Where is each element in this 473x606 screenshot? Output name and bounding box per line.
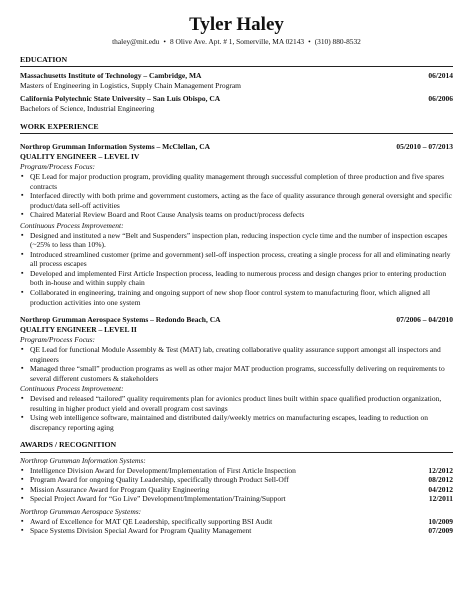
bullet-item: ▪ Using web intelligence software, maintained and distributed daily/weekly metrics on manufacturing escapes, leading to reduction on discrepancy reporting aging [30,413,453,432]
award-item [20,485,453,495]
award-text: ▪ Award of Excellence for MAT QE Leadership, specifically supporting BSI Audit [20,517,272,527]
bullet-list [20,345,453,383]
award-item [20,526,453,536]
candidate-name: Tyler Haley [189,14,284,35]
bullet-item: ▪ Managed three “small” production programs as well as other major MAT production programs, successfully delivering on requirements to several different customers & stakeholders [30,364,453,383]
bullet-item: ▪ QE Lead for functional Module Assembly & Test (MAT) lab, creating collaborative quality assurance support amongst all inspectors and engineers [30,345,453,364]
award-text: ▪ Space Systems Division Special Award for Program Quality Management [20,526,251,536]
degree: Bachelors of Science, Industrial Engineering [20,103,155,113]
award-item [20,517,453,527]
award-item [20,466,453,476]
group-label: Continuous Process Improvement: [20,384,124,394]
group-label: Program/Process Focus: [20,162,96,172]
job-dates: 05/2010 – 07/2013 [396,142,453,152]
job-dates: 07/2006 – 04/2010 [396,315,453,325]
award-text: ▪ Mission Assurance Award for Program Quality Engineering [20,485,209,495]
graduation-date: 06/2014 [428,71,453,81]
education-entry [20,94,453,113]
bullet-item: ▪ Collaborated in engineering, training and ongoing support of new shop floor control system to manufacturing floor, which aligned all production activities into one system [30,288,453,307]
bullet-item: ▪ Developed and implemented First Article Inspection process, leading to numerous process and design changes prior to entering production both in-house and within supply chain [30,269,453,288]
award-group-label: Northrop Grumman Information Systems: [20,455,146,465]
group-label: Continuous Process Improvement: [20,220,124,230]
award-text: ▪ Special Project Award for “Go Live” Development/Implementation/Training/Support [20,494,286,504]
award-date: 04/2012 [428,484,453,494]
company: Northrop Grumman Aerospace Systems – Redondo Beach, CA [20,315,221,325]
job-entry [20,315,453,432]
award-item [20,494,453,504]
awards-heading: AWARDS / RECOGNITION [20,440,453,453]
address: 8 Olive Ave. Apt. # 1, Somerville, MA 02143 [169,37,305,46]
bullet-item: ▪ Interfaced directly with both prime and government customers, acting as the face of quality assurance through general oversight and specific product/data sell-off activities [30,191,453,210]
email: thaley@mit.edu [112,37,160,46]
job-entry [20,142,453,307]
award-date: 10/2009 [428,516,453,526]
graduation-date: 06/2006 [428,94,453,104]
job-title: QUALITY ENGINEER – LEVEL IV [20,151,140,161]
award-item [20,475,453,485]
education-heading: EDUCATION [20,55,453,68]
award-date: 12/2012 [428,465,453,475]
education-entry [20,71,453,90]
work-heading: WORK EXPERIENCE [20,122,453,135]
award-date: 07/2009 [428,526,453,536]
award-date: 12/2011 [428,494,453,504]
bullet-item: ▪ Introduced streamlined customer (prime and government) sell-off inspection process, creating a single process for all and eliminating nearly all process escapes [30,250,453,269]
phone: (310) 880-8532 [314,37,361,46]
bullet-list [20,394,453,432]
award-text: ▪ Intelligence Division Award for Development/Implementation of First Article Inspection [20,466,296,476]
school-name: California Polytechnic State University – San Luis Obispo, CA [20,94,221,104]
school-name: Massachusetts Institute of Technology – Cambridge, MA [20,71,202,81]
job-title: QUALITY ENGINEER – LEVEL II [20,324,137,334]
degree: Masters of Engineering in Logistics, Supply Chain Management Program [20,80,242,90]
bullet-item: ▪ Designed and instituted a new “Belt and Suspenders” inspection plan, reducing inspection cycle time and the number of inspection escapes (~25% to less than 10%). [30,231,453,250]
company: Northrop Grumman Information Systems – McClellan, CA [20,142,211,152]
bullet-list [20,231,453,308]
award-text: ▪ Program Award for ongoing Quality Leadership, specifically through Product Sell-Off [20,475,289,485]
bullet-item: ▪ Chaired Material Review Board and Root Cause Analysis teams on product/process defects [30,210,453,220]
bullet-list [20,172,453,220]
award-group-label: Northrop Grumman Aerospace Systems: [20,506,142,516]
bullet-item: ▪ QE Lead for major production program, providing quality management through successful completion of three production and five spares contracts [30,172,453,191]
contact-line: thaley@mit.edu • 8 Olive Ave. Apt. # 1, Somerville, MA 02143 • (310) 880-8532 [112,37,361,46]
bullet-item: ▪ Devised and released “tailored” quality requirements plan for avionics product lines built within space qualified production organization, resulting in higher product yield and overall program cost savings [30,394,453,413]
group-label: Program/Process Focus: [20,335,96,345]
award-date: 08/2012 [428,475,453,485]
